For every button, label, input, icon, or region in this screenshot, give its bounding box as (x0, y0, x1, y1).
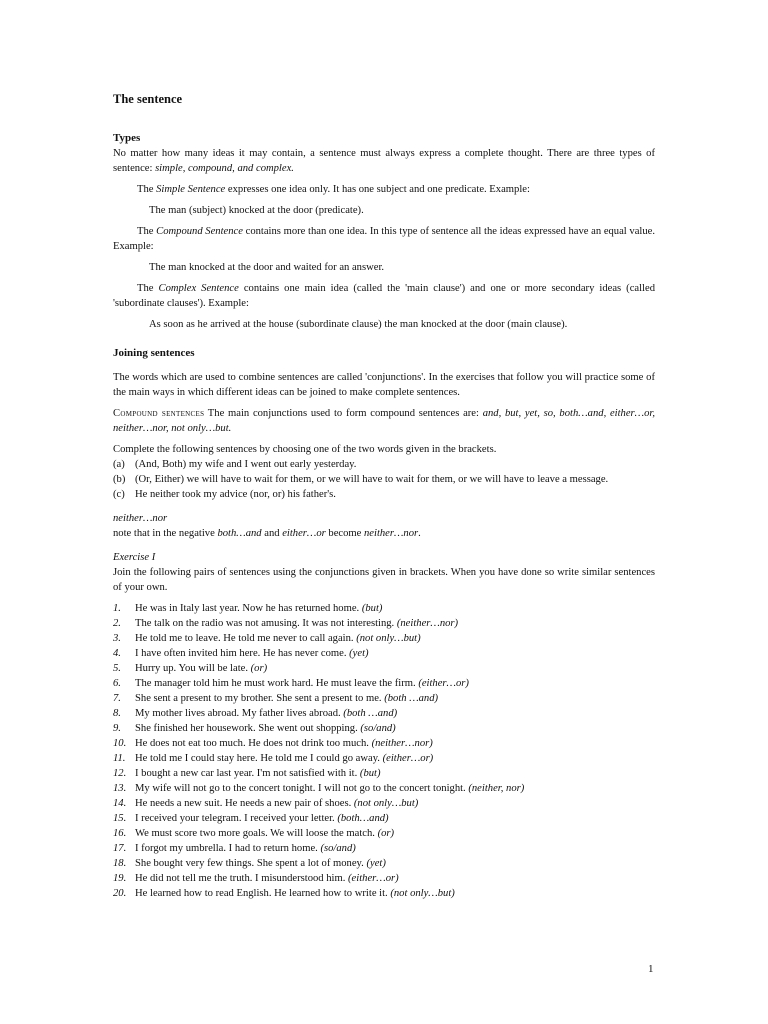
simple-term: Simple Sentence (156, 184, 226, 195)
exercise-item (113, 841, 655, 856)
exercise-item (113, 811, 655, 826)
exercise-hint: (neither…nor) (396, 618, 459, 629)
exercise-sentences: We must score two more goals. We will loose the match. (135, 828, 378, 839)
exercise-hint: (so/and) (320, 843, 356, 854)
exercise-item (113, 781, 655, 796)
option-text: He neither took my advice (nor, or) his father's. (135, 489, 336, 500)
exercise-text (135, 766, 381, 781)
exercise-item (113, 646, 655, 661)
exercise-number: 15. (113, 813, 127, 824)
types-intro-emphasis: simple, compound, and complex. (155, 163, 294, 174)
exercise-sentences: My wife will not go to the concert tonight. I will not go to the concert tonight. (135, 783, 469, 794)
conjunction-list: and, but, yet, so, both…and, either…or, neither…nor, not only…but. (113, 408, 655, 434)
simple-example: The man (subject) knocked at the door (predicate). (149, 205, 364, 216)
simple-sentence-paragraph (113, 182, 655, 197)
note-part: become (325, 528, 364, 539)
exercise-number: 19. (113, 873, 127, 884)
exercise-item (113, 856, 655, 871)
exercise-text (135, 706, 397, 721)
exercise-item (113, 676, 655, 691)
exercise-number: 5. (113, 663, 121, 674)
exercise-hint: (either…or) (348, 873, 399, 884)
exercise-sentences: I have often invited him here. He has never come. (135, 648, 350, 659)
negative-note (113, 526, 655, 541)
exercise-number: 7. (113, 693, 121, 704)
exercise-number: 9. (113, 723, 121, 734)
complex-pre: The (137, 283, 159, 294)
exercise-hint: (neither…nor) (371, 738, 433, 749)
exercise-number: 10. (113, 738, 127, 749)
exercise-text (135, 781, 524, 796)
exercise-sentences: My mother lives abroad. My father lives abroad. (135, 708, 344, 719)
exercise-list (113, 601, 655, 901)
exercise-number: 17. (113, 843, 127, 854)
document-page (113, 92, 655, 901)
option-item (113, 457, 655, 472)
exercise-item (113, 616, 655, 631)
compound-pre: The (137, 226, 157, 237)
exercise-item (113, 796, 655, 811)
exercise-number: 8. (113, 708, 121, 719)
exercise-item (113, 601, 655, 616)
exercise-item (113, 691, 655, 706)
exercise-text (135, 811, 389, 826)
exercise-sentences: The talk on the radio was not amusing. It was not interesting. (135, 618, 397, 629)
note-part: either…or (282, 528, 326, 539)
exercise-text (135, 601, 382, 616)
simple-post: expresses one idea only. It has one subject and one predicate. Example: (225, 184, 530, 195)
exercise-hint: (both …and) (384, 693, 439, 704)
exercise-sentences: She bought very few things. She spent a lot of money. (135, 858, 367, 869)
simple-pre: The (137, 184, 157, 195)
compound-text: The main conjunctions used to form compound sentences are: (204, 408, 483, 419)
exercise-text (135, 676, 469, 691)
section-heading-joining: Joining sentences (113, 347, 195, 359)
exercise-sentences: She finished her housework. She went out shopping. (135, 723, 361, 734)
exercise-hint: (so/and) (360, 723, 396, 734)
exercise-item (113, 661, 655, 676)
exercise-text (135, 616, 458, 631)
complex-example: As soon as he arrived at the house (subordinate clause) the man knocked at the door (main clause). (149, 319, 568, 330)
exercise-hint: (either…or) (418, 678, 469, 689)
exercise-hint: (yet) (349, 648, 369, 659)
exercise-text (135, 751, 433, 766)
exercise-number: 1. (113, 603, 121, 614)
exercise-item (113, 826, 655, 841)
exercise-hint: (both…and) (337, 813, 389, 824)
note-part: both…and (217, 528, 262, 539)
exercise-item (113, 751, 655, 766)
exercise-number: 2. (113, 618, 121, 629)
exercise-text (135, 886, 455, 901)
exercise-sentences: I bought a new car last year. I'm not satisfied with it. (135, 768, 360, 779)
exercise-number: 13. (113, 783, 127, 794)
exercise-number: 11. (113, 753, 126, 764)
complete-instructions: Complete the following sentences by choosing one of the two words given in the brackets. (113, 444, 497, 455)
exercise-hint: (not only…but) (390, 888, 455, 899)
exercise-sentences: Hurry up. You will be late. (135, 663, 251, 674)
option-label: (b) (113, 474, 126, 485)
exercise-sentences: He needs a new suit. He needs a new pair of shoes. (135, 798, 354, 809)
page-number: 1 (648, 963, 654, 975)
exercise-hint: (or) (377, 828, 395, 839)
exercise-sentences: I forgot my umbrella. I had to return home. (135, 843, 321, 854)
exercise-sentences: He told me to leave. He told me never to call again. (135, 633, 357, 644)
complex-term: Complex Sentence (158, 283, 239, 294)
exercise-sentences: I received your telegram. I received your letter. (135, 813, 338, 824)
exercise-number: 14. (113, 798, 127, 809)
exercise-item (113, 871, 655, 886)
exercise-text (135, 691, 438, 706)
exercise-number: 12. (113, 768, 127, 779)
exercise-item (113, 736, 655, 751)
compound-term: Compound Sentence (156, 226, 243, 237)
exercise-number: 20. (113, 888, 127, 899)
exercise-sentences: The manager told him he must work hard. He must leave the firm. (135, 678, 419, 689)
section-heading-types: Types (113, 132, 141, 144)
exercise-text (135, 661, 267, 676)
exercise-hint: (or) (250, 663, 268, 674)
exercise-hint: (not only…but) (356, 633, 421, 644)
joining-intro: The words which are used to combine sentences are called 'conjunctions'. In the exercises that follow you will practice some of the main ways in which different ideas can be joined to make complete sentences. (113, 372, 655, 398)
exercise-hint: (neither, nor) (468, 783, 525, 794)
exercise-sentences: He did not tell me the truth. I misunderstood him. (135, 873, 349, 884)
complex-post: contains one main idea (called the 'main clause') and one or more secondary ideas (called 'subordinate clauses'). Example: (113, 283, 656, 309)
exercise-hint: (not only…but) (353, 798, 419, 809)
exercise-sentences: He was in Italy last year. Now he has returned home. (135, 603, 362, 614)
exercise-text (135, 631, 421, 646)
exercise-text (135, 871, 399, 886)
exercise-text (135, 796, 418, 811)
exercise-sentences: She sent a present to my brother. She sent a present to me. (135, 693, 385, 704)
exercise-instructions: Join the following pairs of sentences using the conjunctions given in brackets. When you have done so write similar sentences of your own. (113, 567, 655, 593)
exercise-text (135, 856, 386, 871)
options-list (113, 457, 655, 502)
note-part: and (261, 528, 283, 539)
exercise-text (135, 826, 394, 841)
option-item (113, 472, 655, 487)
exercise-hint: (yet) (366, 858, 386, 869)
compound-post: contains more than one idea. In this type of sentence all the ideas expressed have an equal value. Example: (113, 226, 656, 252)
exercise-hint: (but) (359, 768, 381, 779)
exercise-hint: (both …and) (343, 708, 398, 719)
exercise-text (135, 841, 356, 856)
exercise-text (135, 736, 433, 751)
note-part: neither…nor (364, 528, 419, 539)
exercise-text (135, 646, 369, 661)
exercise-number: 16. (113, 828, 127, 839)
exercise-text (135, 721, 396, 736)
types-intro-text: No matter how many ideas it may contain, a sentence must always express a complete thought. There are three types of sentence: (113, 148, 655, 174)
exercise-sentences: He told me I could stay here. He told me I could go away. (135, 753, 383, 764)
exercise-item (113, 766, 655, 781)
exercise-number: 4. (113, 648, 121, 659)
option-item (113, 487, 655, 502)
compound-example: The man knocked at the door and waited for an answer. (149, 262, 385, 273)
compound-conjunctions-paragraph (113, 406, 655, 436)
compound-sentence-paragraph (113, 224, 655, 254)
exercise-sentences: He does not eat too much. He does not drink too much. (135, 738, 372, 749)
types-intro (113, 146, 655, 176)
neither-nor-term: neither…nor (113, 513, 168, 524)
note-part: note that in the negative (113, 528, 218, 539)
option-text: (And, Both) my wife and I went out early yesterday. (135, 459, 357, 470)
exercise-item (113, 706, 655, 721)
exercise-hint: (but) (361, 603, 383, 614)
compound-label: Compound sentences (113, 408, 205, 419)
option-label: (c) (113, 489, 125, 500)
exercise-heading (113, 550, 655, 565)
exercise-item (113, 886, 655, 901)
exercise-hint: (either…or) (382, 753, 434, 764)
option-label: (a) (113, 459, 125, 470)
exercise-title: Exercise I (113, 552, 156, 563)
complex-sentence-paragraph (113, 281, 655, 311)
exercise-item (113, 631, 655, 646)
exercise-number: 18. (113, 858, 127, 869)
note-part: . (418, 528, 421, 539)
exercise-number: 6. (113, 678, 121, 689)
page-title: The sentence (113, 92, 183, 106)
exercise-number: 3. (113, 633, 121, 644)
exercise-item (113, 721, 655, 736)
option-text: (Or, Either) we will have to wait for them, or we will have to wait for them, or we will have to leave a message. (135, 474, 609, 485)
neither-nor-heading (113, 511, 655, 526)
exercise-sentences: He learned how to read English. He learned how to write it. (135, 888, 391, 899)
